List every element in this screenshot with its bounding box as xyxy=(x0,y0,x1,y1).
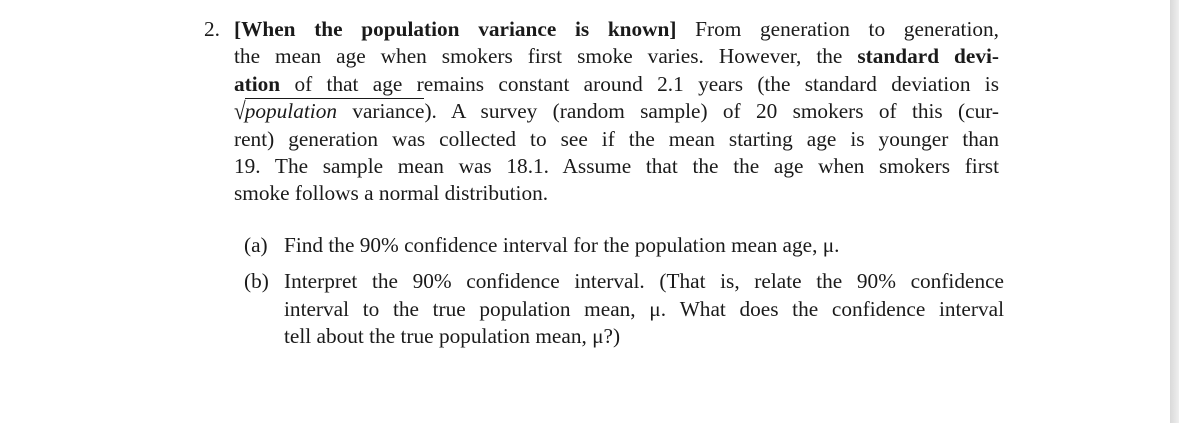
problem-2 xyxy=(204,16,1004,208)
part-b-line-3: tell about the true population mean, μ?) xyxy=(284,324,621,349)
page-edge-shadow xyxy=(1170,0,1179,423)
problem-line-6: 19. The sample mean was 18.1. Assume that the the age when smokers first xyxy=(234,154,999,179)
problem-line-1: [When the population variance is known] From generation to generation, xyxy=(234,17,999,41)
square-root-symbol: √ xyxy=(234,97,246,125)
part-a xyxy=(244,232,1004,259)
problem-line-4: √population variance). A survey (random sample) of 20 smokers of this (cur- xyxy=(234,98,999,125)
problem-line-2: the mean age when smokers first smoke varies. However, the standard devi- xyxy=(234,44,1000,69)
problem-heading: [When the population variance is known] xyxy=(234,17,677,41)
part-b-label: (b) xyxy=(244,269,269,294)
part-b xyxy=(244,268,1004,350)
part-b-line-1: Interpret the 90% confidence interval. (That is, relate the 90% confidence xyxy=(284,269,1004,294)
part-a-label: (a) xyxy=(244,233,268,257)
problem-number: 2. xyxy=(204,17,220,41)
problem-body xyxy=(234,16,999,208)
problem-line-3: ation of that age remains constant around 2.1 years (the standard deviation is xyxy=(234,71,999,96)
problem-line-5: rent) generation was collected to see if the mean starting age is younger than xyxy=(234,126,999,151)
part-b-line-2: interval to the true population mean, μ. What does the confidence interval xyxy=(284,296,1004,321)
sqrt-radicand: population variance xyxy=(244,99,425,124)
problem-line-7: smoke follows a normal distribution. xyxy=(234,181,549,206)
sub-questions xyxy=(244,232,1004,360)
part-a-line-1: Find the 90% confidence interval for the population mean age, μ. xyxy=(284,233,840,257)
